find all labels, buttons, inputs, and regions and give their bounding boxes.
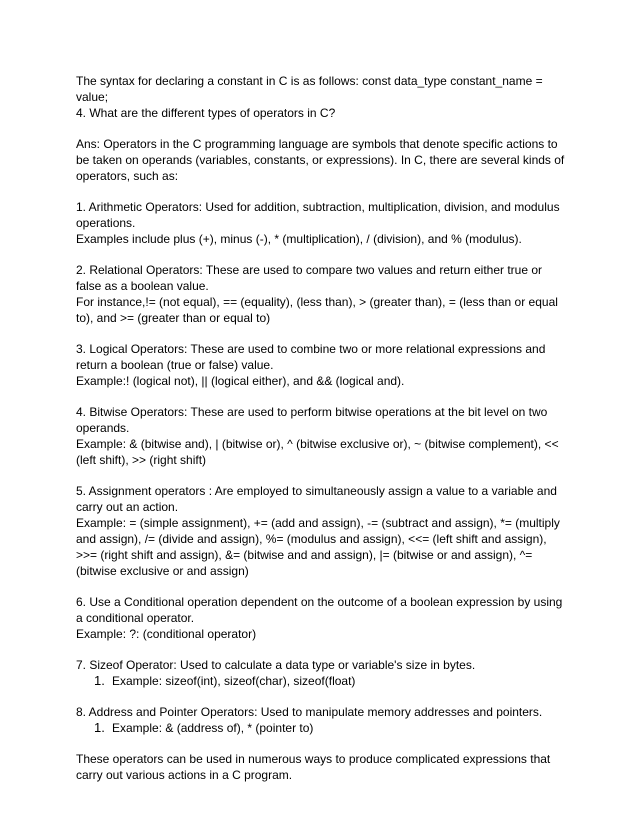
text-line: 5. Assignment operators : Are employed to simultaneously assign a value to a variable and carry out an action. — [76, 484, 561, 514]
numbered-list — [76, 720, 566, 736]
paragraph — [76, 404, 566, 468]
paragraph — [76, 704, 566, 736]
text-line: For instance,!= (not equal), == (equality), (less than), > (greater than), = (less than or equal to), and >= (greater than or equal to) — [76, 295, 562, 325]
document-page — [76, 73, 566, 798]
text-line: Example: = (simple assignment), += (add and assign), -= (subtract and assign), *= (multiply and assign), /= (divide and assign), %= (modulus and assign), <<= (left shift and assign), >>= (right shift and assign), &= (bitwise and and assign), |= (bitwise or and assign), ^= (bitwise exclusive or and assign) — [76, 516, 564, 578]
text-line: 7. Sizeof Operator: Used to calculate a data type or variable's size in bytes. — [76, 658, 476, 672]
paragraph — [76, 136, 566, 184]
paragraph — [76, 657, 566, 689]
text-line: 6. Use a Conditional operation dependent on the outcome of a boolean expression by using a conditional operator. — [76, 595, 566, 625]
paragraph — [76, 594, 566, 642]
list-item-number: 1. — [94, 720, 105, 735]
list-item-number: 1. — [94, 673, 105, 688]
paragraph — [76, 341, 566, 389]
text-line: 8. Address and Pointer Operators: Used to manipulate memory addresses and pointers. — [76, 705, 543, 719]
text-line: Example: & (bitwise and), | (bitwise or), ^ (bitwise exclusive or), ~ (bitwise complement), << (left shift), >> (right shift) — [76, 437, 562, 467]
text-line: 4. Bitwise Operators: These are used to perform bitwise operations at the bit level on two operands. — [76, 405, 551, 435]
paragraph — [76, 483, 566, 579]
text-line: 1. Arithmetic Operators: Used for addition, subtraction, multiplication, division, and modulus operations. — [76, 200, 563, 230]
paragraph — [76, 73, 566, 121]
text-line: 2. Relational Operators: These are used to compare two values and return either true or false as a boolean value. — [76, 263, 546, 293]
text-line: Example:! (logical not), || (logical either), and && (logical and). — [76, 374, 405, 388]
list-item — [76, 673, 566, 689]
text-line: These operators can be used in numerous ways to produce complicated expressions that carry out various actions in a C program. — [76, 752, 554, 782]
paragraph — [76, 199, 566, 247]
text-line: Example: ?: (conditional operator) — [76, 627, 257, 641]
paragraph — [76, 262, 566, 326]
paragraph — [76, 751, 566, 783]
list-item — [76, 720, 566, 736]
text-line: 4. What are the different types of operators in C? — [76, 106, 336, 120]
numbered-list — [76, 673, 566, 689]
list-item-text: Example: & (address of), * (pointer to) — [112, 721, 314, 735]
text-line: The syntax for declaring a constant in C is as follows: const data_type constant_name = value; — [76, 74, 546, 104]
text-line: Examples include plus (+), minus (-), * (multiplication), / (division), and % (modulus). — [76, 232, 522, 246]
text-line: Ans: Operators in the C programming language are symbols that denote specific actions to be taken on operands (variables, constants, or expressions). In C, there are several kinds of operators, such as: — [76, 137, 568, 183]
list-item-text: Example: sizeof(int), sizeof(char), sizeof(float) — [112, 674, 356, 688]
text-line: 3. Logical Operators: These are used to combine two or more relational expressions and return a boolean (true or false) value. — [76, 342, 549, 372]
